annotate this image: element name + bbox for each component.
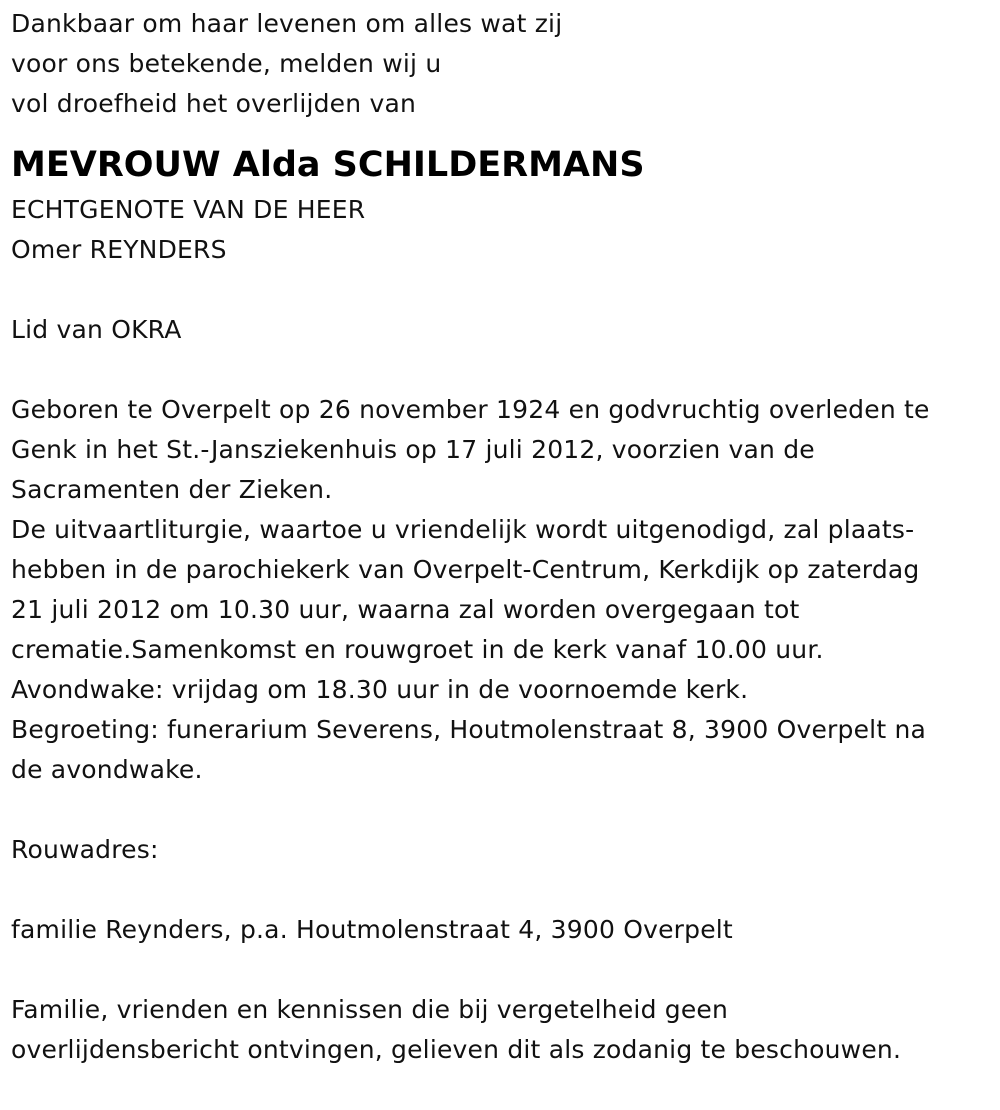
details-line: Geboren te Overpelt op 26 november 1924 en godvruchtig overleden te: [11, 395, 930, 424]
spouse-title: ECHTGENOTE VAN DE HEER: [11, 195, 366, 224]
details-line: De uitvaartliturgie, waartoe u vriendelijk wordt uitgenodigd, zal plaats-: [11, 515, 915, 544]
details-line: Avondwake: vrijdag om 18.30 uur in de voornoemde kerk.: [11, 675, 749, 704]
spacer: [11, 350, 991, 390]
membership: Lid van OKRA: [11, 315, 182, 344]
details-line: 21 juli 2012 om 10.30 uur, waarna zal worden overgegaan tot: [11, 595, 800, 624]
intro-paragraph: [11, 4, 991, 124]
deceased-name: MEVROUW Alda SCHILDERMANS: [11, 145, 645, 185]
spacer: [11, 870, 991, 910]
details-line: Sacramenten der Zieken.: [11, 475, 333, 504]
intro-line: Dankbaar om haar levenen om alles wat zij: [11, 9, 563, 38]
details-line: Genk in het St.-Jansziekenhuis op 17 juli 2012, voorzien van de: [11, 435, 815, 464]
spacer: [11, 270, 991, 310]
details-line: de avondwake.: [11, 755, 203, 784]
mourning-address: familie Reynders, p.a. Houtmolenstraat 4, 3900 Overpelt: [11, 915, 733, 944]
spacer: [11, 950, 991, 990]
intro-line: voor ons betekende, melden wij u: [11, 49, 442, 78]
closing-line: overlijdensbericht ontvingen, gelieven dit als zodanig te beschouwen.: [11, 1035, 902, 1064]
obituary-notice: [11, 4, 991, 1070]
details-line: Begroeting: funerarium Severens, Houtmolenstraat 8, 3900 Overpelt na: [11, 715, 927, 744]
details-paragraph: [11, 390, 991, 790]
spouse-name: Omer REYNDERS: [11, 235, 227, 264]
spouse-block: [11, 190, 991, 270]
details-line: crematie.Samenkomst en rouwgroet in de kerk vanaf 10.00 uur.: [11, 635, 824, 664]
details-line: hebben in de parochiekerk van Overpelt-Centrum, Kerkdijk op zaterdag: [11, 555, 920, 584]
mourning-address-label: Rouwadres:: [11, 835, 159, 864]
closing-paragraph: [11, 990, 991, 1070]
spacer: [11, 790, 991, 830]
intro-line: vol droefheid het overlijden van: [11, 89, 417, 118]
closing-line: Familie, vrienden en kennissen die bij vergetelheid geen: [11, 995, 729, 1024]
